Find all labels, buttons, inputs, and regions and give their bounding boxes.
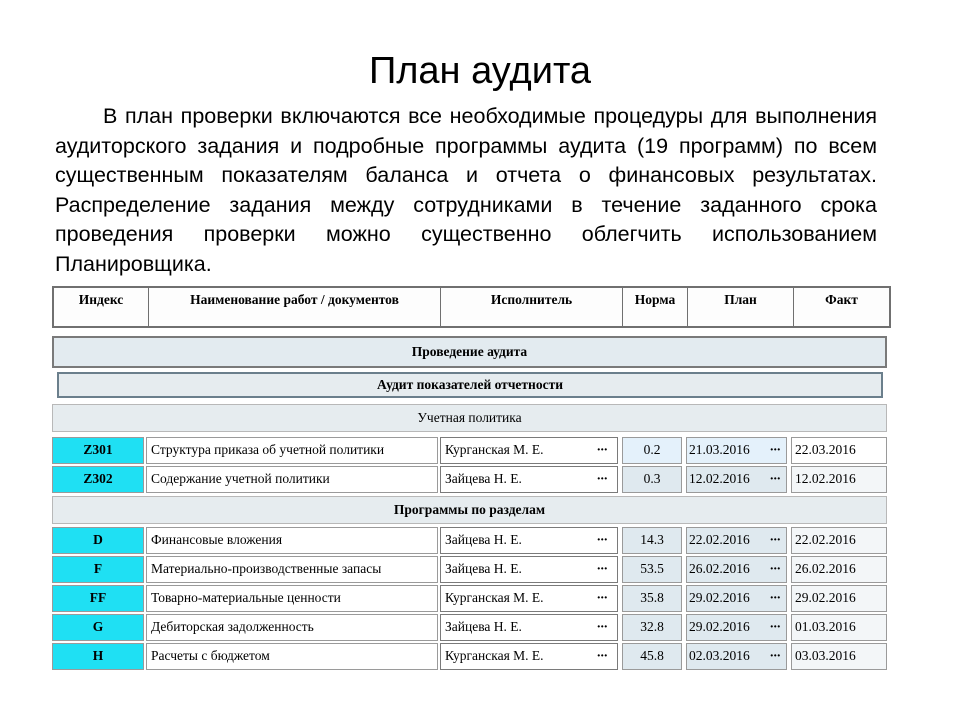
row-index: FF	[52, 585, 144, 612]
executor-field[interactable]	[440, 643, 618, 670]
table-header	[52, 286, 891, 328]
ellipsis-icon[interactable]: ···	[596, 442, 607, 457]
plan-value: 26.02.2016	[689, 561, 750, 576]
executor-field[interactable]	[440, 527, 618, 554]
ellipsis-icon[interactable]: ···	[596, 619, 607, 634]
ellipsis-icon[interactable]: ···	[769, 590, 780, 605]
plan-value: 29.02.2016	[689, 590, 750, 605]
table-row[interactable]	[52, 555, 887, 583]
ellipsis-icon[interactable]: ···	[769, 532, 780, 547]
group-policy[interactable]: Учетная политика	[52, 404, 887, 432]
ellipsis-icon[interactable]: ···	[596, 561, 607, 576]
slide-paragraph: В план проверки включаются все необходимые процедуры для выполнения аудиторского задания и подробные программы аудита (19 программ) по всем существенным показателям баланса и отчета о финансовых результатах. Распределение задания между сотрудниками в течение заданного срока проведения проверки можно существенно облегчить использованием Планировщика.	[55, 104, 877, 276]
norm-field[interactable]: 0.3	[622, 466, 682, 493]
executor-value: Зайцева Н. Е.	[445, 561, 522, 576]
plan-value: 02.03.2016	[689, 648, 750, 663]
row-index: F	[52, 556, 144, 583]
plan-date-field[interactable]	[686, 527, 787, 554]
plan-date-field[interactable]	[686, 437, 787, 464]
plan-value: 22.02.2016	[689, 532, 750, 547]
executor-field[interactable]	[440, 556, 618, 583]
row-name: Материально-производственные запасы	[146, 556, 438, 583]
plan-date-field[interactable]	[686, 643, 787, 670]
executor-value: Зайцева Н. Е.	[445, 471, 522, 486]
executor-value: Курганская М. Е.	[445, 442, 544, 457]
ellipsis-icon[interactable]: ···	[769, 471, 780, 486]
table-row[interactable]	[52, 465, 887, 493]
row-name: Товарно-материальные ценности	[146, 585, 438, 612]
row-index: Z302	[52, 466, 144, 493]
ellipsis-icon[interactable]: ···	[769, 561, 780, 576]
row-name: Расчеты с бюджетом	[146, 643, 438, 670]
row-name: Финансовые вложения	[146, 527, 438, 554]
table-row[interactable]	[52, 642, 887, 670]
ellipsis-icon[interactable]: ···	[769, 648, 780, 663]
row-index: G	[52, 614, 144, 641]
table-row[interactable]	[52, 526, 887, 554]
fact-date-field[interactable]: 22.02.2016	[791, 527, 887, 554]
norm-field[interactable]: 32.8	[622, 614, 682, 641]
executor-field[interactable]	[440, 585, 618, 612]
fact-date-field[interactable]: 12.02.2016	[791, 466, 887, 493]
plan-value: 21.03.2016	[689, 442, 750, 457]
executor-value: Курганская М. Е.	[445, 590, 544, 605]
header-norm[interactable]: Норма	[623, 288, 688, 326]
plan-date-field[interactable]	[686, 614, 787, 641]
table-row[interactable]	[52, 584, 887, 612]
plan-date-field[interactable]	[686, 556, 787, 583]
fact-date-field[interactable]: 03.03.2016	[791, 643, 887, 670]
norm-field[interactable]: 45.8	[622, 643, 682, 670]
plan-date-field[interactable]	[686, 585, 787, 612]
executor-value: Курганская М. Е.	[445, 648, 544, 663]
ellipsis-icon[interactable]: ···	[596, 590, 607, 605]
executor-field[interactable]	[440, 466, 618, 493]
header-executor[interactable]: Исполнитель	[441, 288, 623, 326]
group-programs[interactable]: Программы по разделам	[52, 496, 887, 524]
row-index: H	[52, 643, 144, 670]
slide-title: План аудита	[368, 50, 592, 92]
executor-field[interactable]	[440, 437, 618, 464]
planner-screenshot	[50, 286, 889, 663]
row-name: Содержание учетной политики	[146, 466, 438, 493]
norm-field[interactable]: 0.2	[622, 437, 682, 464]
header-fact[interactable]: Факт	[825, 292, 858, 307]
section-reporting[interactable]: Аудит показателей отчетности	[57, 372, 883, 398]
table-row[interactable]	[52, 436, 887, 464]
row-name: Структура приказа об учетной политики	[146, 437, 438, 464]
norm-field[interactable]: 35.8	[622, 585, 682, 612]
table-row[interactable]	[52, 613, 887, 641]
header-name[interactable]: Наименование работ / документов	[149, 288, 441, 326]
section-main[interactable]: Проведение аудита	[52, 336, 887, 368]
ellipsis-icon[interactable]: ···	[596, 532, 607, 547]
row-index: Z301	[52, 437, 144, 464]
executor-value: Зайцева Н. Е.	[445, 532, 522, 547]
ellipsis-icon[interactable]: ···	[596, 648, 607, 663]
ellipsis-icon[interactable]: ···	[769, 619, 780, 634]
ellipsis-icon[interactable]: ···	[596, 471, 607, 486]
ellipsis-icon[interactable]: ···	[769, 442, 780, 457]
norm-field[interactable]: 14.3	[622, 527, 682, 554]
row-index: D	[52, 527, 144, 554]
plan-date-field[interactable]	[686, 466, 787, 493]
header-plan[interactable]: План	[688, 288, 794, 326]
fact-date-field[interactable]: 26.02.2016	[791, 556, 887, 583]
norm-field[interactable]: 53.5	[622, 556, 682, 583]
fact-date-field[interactable]: 01.03.2016	[791, 614, 887, 641]
plan-value: 12.02.2016	[689, 471, 750, 486]
plan-value: 29.02.2016	[689, 619, 750, 634]
row-name: Дебиторская задолженность	[146, 614, 438, 641]
executor-value: Зайцева Н. Е.	[445, 619, 522, 634]
fact-date-field[interactable]: 29.02.2016	[791, 585, 887, 612]
header-index[interactable]: Индекс	[54, 288, 149, 326]
fact-date-field[interactable]: 22.03.2016	[791, 437, 887, 464]
executor-field[interactable]	[440, 614, 618, 641]
